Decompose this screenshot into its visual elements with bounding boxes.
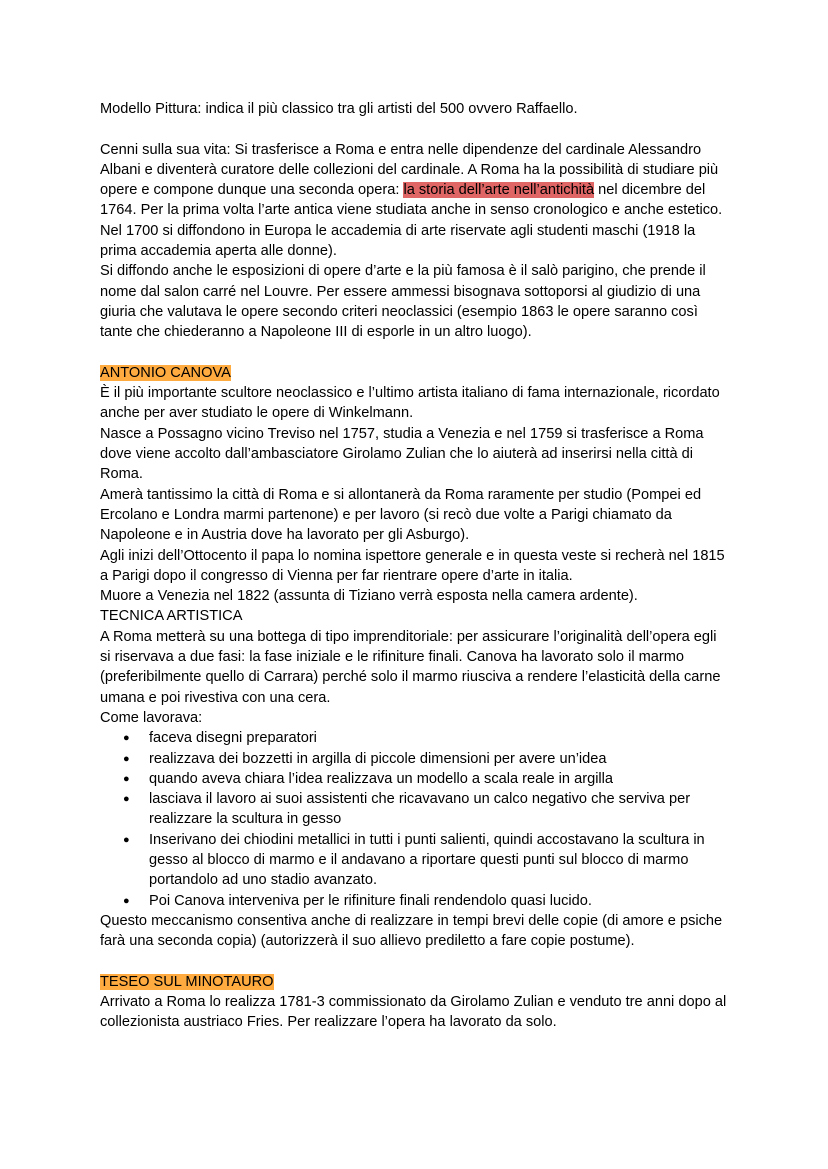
steps-list: [100, 728, 728, 911]
paragraph-canova-3: Amerà tantissimo la città di Roma e si allontanerà da Roma raramente per studio (Pompei ed Ercolano e Londra marmi partenone) e per lavoro (si recò due volte a Parigi chiamato da Napoleone e in Austria dove ha lavorato per gli Asburgo).: [100, 486, 702, 544]
list-item: ● quando aveva chiara l’idea realizzava un modello a scala reale in argilla: [149, 769, 728, 789]
heading-teseo-sul-minotauro: TESEO SUL MINOTAURO: [100, 973, 274, 990]
highlighted-title: la storia dell’arte nell’antichità: [403, 182, 595, 199]
paragraph-cenni: [100, 140, 728, 221]
paragraph-canova-1: È il più importante scultore neoclassico e l’ultimo artista italiano di fama internazionale, ricordato anche per aver studiato le opere di Winkelmann.: [100, 385, 720, 422]
paragraph-come-lavorava: Come lavorava:: [100, 709, 203, 726]
paragraph-accademie: Nel 1700 si diffondono in Europa le accademia di arte riservate agli studenti maschi (1918 la prima accademia aperta alle donne).: [100, 222, 696, 260]
list-item: ● realizzava dei bozzetti in argilla di piccole dimensioni per avere un’idea: [149, 749, 728, 769]
paragraph-meccanismo: Questo meccanismo consentiva anche di realizzare in tempi brevi delle copie (di amore e psiche farà una seconda copia) (autorizzerà il suo allievo prediletto a fare copie postume).: [100, 912, 723, 950]
paragraph-canova-2: Nasce a Possagno vicino Treviso nel 1757, studia a Venezia e nel 1759 si trasferisce a Roma dove viene accolto dall’ambasciatore Girolamo Zulian che lo aiuterà ad inserirsi nella città di Roma.: [100, 425, 704, 483]
paragraph-esposizioni: Si diffondo anche le esposizioni di opere d’arte e la più famosa è il salò parigino, che prende il nome dal salon carré nel Louvre. Per essere ammessi bisognava sottoporsi al giudizio di una giuria che valutava le opere secondo criteri neoclassici (esempio 1863 le opere saranno così tante che chiederanno a Napoleone III di esporle in un altro luogo).: [100, 263, 706, 341]
spacer: [100, 119, 728, 139]
paragraph-teseo: Arrivato a Roma lo realizza 1781-3 commissionato da Girolamo Zulian e venduto tre anni dopo al collezionista austriaco Fries. Per realizzare l’opera ha lavorato da solo.: [100, 994, 727, 1031]
list-item: ● Inserivano dei chiodini metallici in tutti i punti salienti, quindi accostavano la scultura in gesso al blocco di marmo e il andavano a riportare questi punti sul blocco di marmo portandolo ad uno stadio avanzato.: [149, 830, 728, 891]
cenni-text: Cenni sulla sua vita: Si trasferisce a Roma e entra nelle dipendenze del cardinale Alessandro Albani e diventerà curatore delle collezioni del cardinale. A Roma ha la possibilità di studiare più opere e compone dunque una seconda opera:: [100, 141, 719, 199]
list-item: ● lasciava il lavoro ai suoi assistenti che ricavavano un calco negativo che serviva per realizzare la scultura in gesso: [149, 789, 728, 830]
list-item: ● faceva disegni preparatori: [149, 728, 728, 748]
subheading-tecnica: TECNICA ARTISTICA: [100, 608, 243, 625]
list-item: ● Poi Canova interveniva per le rifiniture finali rendendolo quasi lucido.: [149, 891, 728, 911]
spacer: [100, 343, 728, 363]
spacer: [100, 951, 728, 971]
section-heading-teseo: [100, 972, 728, 992]
heading-antonio-canova: ANTONIO CANOVA: [100, 364, 231, 381]
cenni-text-end: nel dicembre del 1764. Per la prima volta l’arte antica viene studiata anche in senso cronologico e anche estetico.: [100, 182, 723, 219]
paragraph-tecnica: A Roma metterà su una bottega di tipo imprenditoriale: per assicurare l’originalità dell’opera egli si riservava a due fasi: la fase iniziale e le rifiniture finali. Canova ha lavorato solo il marmo (preferibilmente quello di Carrara) perché solo il marmo riusciva a rendere l’elasticità della carne umana e poi rivestiva con una cera.: [100, 628, 721, 706]
paragraph-canova-5: Muore a Venezia nel 1822 (assunta di Tiziano verrà esposta nella camera ardente).: [100, 588, 638, 605]
paragraph-modello: Modello Pittura: indica il più classico tra gli artisti del 500 ovvero Raffaello.: [100, 101, 578, 117]
paragraph-canova-4: Agli inizi dell’Ottocento il papa lo nomina ispettore generale e in questa veste si recherà nel 1815 a Parigi dopo il congresso di Vienna per far rientrare opere d’arte in italia.: [100, 547, 725, 584]
section-heading-canova: [100, 363, 728, 383]
